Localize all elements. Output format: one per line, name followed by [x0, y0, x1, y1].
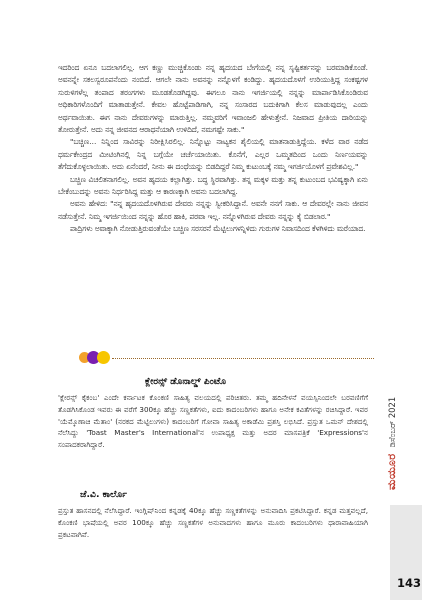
running-footer: [383, 370, 401, 490]
story-paragraph: ಇದರಿಂದ ಏನೂ ಬದಲಾಗಲಿಲ್ಲ. ಆಗ ಕಣ್ಣು ಮುಚ್ಚಿಕೊಂಡು ನನ್ನ ಹೃದಯದ ಬೇಗೆಯಲ್ಲಿ ನನ್ನ ಸೃಷ್ಟಿಕರ್ತನನ್ನು ಬರಮಾಡಿಕೊಂಡೆ. ಅವನನ್ನೇ ಸಕಲಸ್ವರೂಪನೆಂದು ನಂಬಿದೆ. ಆಗಲೇ ನಾನು ಅವನನ್ನು ನನ್ನೊಳಗೆ ಕಂಡಿದ್ದು. ಹೃದಯದೊಳಗೆ ಉರಿಯುತ್ತಿದ್ದ ಸಂಕಷ್ಟಗಳ ಸುರುಳಿಗಳೆಲ್ಲ ತಂಪಾದ ತರಂಗಗಳು ಮೂಡತೊಡಗಿದ್ದವು. ಈಗಲೂ ನಾನು ಇಗರ್ಜಿಯಲ್ಲಿ ನನ್ನನ್ನು ಮಾರ್ಪಾಡಿಸಿಕೊಂಡಿರುವ ಅಧಿಕಾರಿಗಳೊಂದಿಗೆ ಮಾತಾಡುತ್ತೇನೆ. ಕೇವಲ ಹೊಟ್ಟೆಪಾಡಿಗಾಗಿ, ನನ್ನ ಸಂಸಾರದ ಬದುಕಿಗಾಗಿ ಕೆಲಸ ಮಾಡುವುದಲ್ಲ ಎಂದು ಅರ್ಥವಾಯಿತು. ಈಗ ನಾನು ದೇವರುಗಳನ್ನು ಮಾರುತ್ತಿಲ್ಲ. ನಮ್ಮವರಿಗೆ ಇವಾಂಜಲಿ ಹೇಳುತ್ತೇನೆ. ನಿಜವಾದ ಪ್ರೀತಿಯ ದಾರಿಯನ್ನು ತೋರುತ್ತೇನೆ. ಅದು ನನ್ನ ಜೀವನದ ಆರಾಧನೆಯಾಗಿ ಉಳಿದಿದೆ, ನಮಗಷ್ಟೇ ಸಾಕು.": [58, 63, 368, 135]
story-body: [58, 62, 368, 236]
translator-bio-text: ಪ್ರಸ್ತುತ ಹಾಸನದಲ್ಲಿ ನೆಲೆಸಿದ್ದಾರೆ. ಇಂಗ್ಲಿಷ್‌ನಿಂದ ಕನ್ನಡಕ್ಕೆ 40ಕ್ಕೂ ಹೆಚ್ಚು ಸಣ್ಣಕತೆಗಳನ್ನು ಅನುವಾದಿಸಿ ಪ್ರಕಟಿಸಿದ್ದಾರೆ. ಕನ್ನಡ ಮತ್ತವಲ್ಲದೆ, ಕೊಂಕಣಿ ಭಾಷೆಯಲ್ಲಿ ಅವರ 100ಕ್ಕೂ ಹೆಚ್ಚು ಸಣ್ಣಕತೆಗಳ ಅನುವಾದಗಳು ಹಾಗೂ ಮೂರು ಕಾದಂಬರಿಗಳು ಧಾರಾವಾಹಿಯಾಗಿ ಪ್ರಕಟವಾಗಿವೆ.: [58, 506, 368, 539]
dotted-rule: [112, 358, 374, 359]
issue-date: ಡಿಸೆಂಬರ್ 2021: [386, 396, 397, 448]
author-bio: [58, 392, 368, 451]
translator-bio: [58, 505, 368, 540]
section-divider: [60, 351, 380, 365]
story-paragraph: ಅವನು ಹೇಳಿದ: "ನನ್ನ ಹೃದಯದೊಳಗಿರುವ ದೇವರು ನನ್ನನ್ನು ಸ್ವೀಕರಿಸಿದ್ದಾನೆ. ಅವನೇ ನನಗೆ ಸಾಕು. ಆ ದೇವರಲ್ಲೇ ನಾನು ಜೀವನ ನಡೆಸುತ್ತೇನೆ. ನಿಮ್ಮ ಇಗರ್ಜಿಯಿಂದ ನನ್ನನ್ನು ಹೊರ ಹಾಕಿ, ಪರವಾ ಇಲ್ಲ. ನನ್ನೊಳಗಿರುವ ದೇವರು ನನ್ನನ್ನು ಕೈ ಬಿಡಲಾರ.": [58, 199, 368, 221]
story-paragraph: ಬಚ್ಚಿಣ ವಿಚಲಿತನಾಗಲಿಲ್ಲ. ಅವನ ಹೃದಯ ಕಲ್ಲಾಗಿತ್ತು. ಬದ್ಧ ಸ್ಥಿರವಾಗಿತ್ತು. ತನ್ನ ಮಕ್ಕಳ ಮತ್ತು ತನ್ನ ಕುಟುಂಬದ ಭವಿಷ್ಯಕ್ಕಾಗಿ ಏನು ಬೇಕೆಂಬುದನ್ನು ಅವನು ನಿರ್ಧರಿಸಿದ್ದ ಮತ್ತು ಆ ಕಾರಣಕ್ಕಾಗಿ ಅವನು ಬದಲಾಗಿದ್ದ.: [58, 174, 368, 197]
yellow-dot-ornament: [97, 351, 110, 364]
story-paragraph: ಪಾದ್ರಿಗಳು ಅವಾಕ್ಕಾಗಿ ನೋಡುತ್ತಿರುವಂತೆಯೇ ಬಚ್ಚಿಣ ಸರಸರನೆ ಮೆಟ್ಟಿಲುಗಳನ್ನಿಳಿದು ಗುರುಗಳ ನಿವಾಸದಿಂದ ಕೆಳಗಿಳಿದು ಮರೆಯಾದ.: [70, 224, 366, 234]
author-name: ಕ್ಲೇರನ್ಸ್ ಡೊನಾಲ್ಡ್ ಪಿಂಟೊ: [145, 376, 227, 387]
magazine-logo: ಮಯೂರ: [385, 453, 398, 490]
author-bio-text: 'ಕ್ಲೇರನ್ಸ್ ಕೈಕಂಬ' ಎಂದೇ ಕರ್ನಾಟಕ ಕೊಂಕಣಿ ಸಾಹಿತ್ಯ ವಲಯದಲ್ಲಿ ಪರಿಚಿತರು. ತಮ್ಮ ಹದಿನೇಳನೆ ವಯಸ್ಸಿನಿಂದಲೇ ಬರವಣಿಗೆಗೆ ತೊಡಗಿಸಿಕೊಂಡ ಇವರು ಈ ವರೆಗೆ 300ಕ್ಕೂ ಹೆಚ್ಚು ಸಣ್ಣಕತೆಗಳು, ಐದು ಕಾದಂಬರಿಗಳು ಹಾಗೂ ಅನೇಕ ಕವಿತೆಗಳನ್ನು ರಚಿಸಿದ್ದಾರೆ. ಇವರ 'ಯೆಮ್ಕೊಣಾಚಿ ಮೆತಾಂ' (ನರಕದ ಮೆಟ್ಟಿಲುಗಳು) ಕಾದಂಬರಿಗೆ ಗೋವಾ ಸಾಹಿತ್ಯ ಅಕಾಡೆಮಿ ಪ್ರಶಸ್ತಿ ಲಭಿಸಿದೆ. ಪ್ರಸ್ತುತ ಒಮನ್ ದೇಶದಲ್ಲಿ ನೆಲೆಸಿದ್ದು 'Toast Master's International'ನ ಉಪಾಧ್ಯಕ್ಷ ಮತ್ತು ಅದರ ಮಾಸಪತ್ರಿಕೆ 'Expressions'ನ ಸಂಪಾದಕರಾಗಿದ್ದಾರೆ.: [58, 393, 368, 450]
translator-name: ಜೆ.ವಿ. ಕಾರ್ಲೊ: [80, 489, 127, 500]
page-number: 143: [397, 576, 422, 590]
story-paragraph: "ಬಚ್ಚಿಣ… ನಿನ್ನಿಂದ ಸಾವಿರನ್ನು ನಿರೀಕ್ಷಿಸಿರಲಿಲ್ಲ. ನಿನ್ನೊಟ್ಟು ನಾಟ್ಯಕನ ಶೈಲಿಯಲ್ಲಿ ಮಾತನಾಡುತ್ತಿದ್ದೆಯ. ಕಳೆದ ವಾರ ನಡೆದ ಧರ್ಮಕೇಂದ್ರದ ಮೀಟಿಂಗಿನಲ್ಲಿ ನಿನ್ನ ಬಗ್ಗೆಯೇ ಚರ್ಚೆಯಾಯಿತು. ಕೊನೆಗೆ, ಎಲ್ಲರ ಒಮ್ಮತದಿಂದ ಒಂದು ನಿರ್ಣಯವನ್ನು ತೆಗೆದುಕೊಳ್ಳಲಾಯಿತು. ಅದು ಏನೆಂದರೆ, ನೀನು ಈ ದಂಧೆಯನ್ನು ಬಿಡದಿದ್ದರೆ ನಿಮ್ಮ ಕುಟುಂಬಕ್ಕೆ ನಮ್ಮ ಇಗರ್ಜಿಯೊಳಗೆ ಪ್ರವೇಶವಿಲ್ಲ.": [58, 137, 368, 172]
